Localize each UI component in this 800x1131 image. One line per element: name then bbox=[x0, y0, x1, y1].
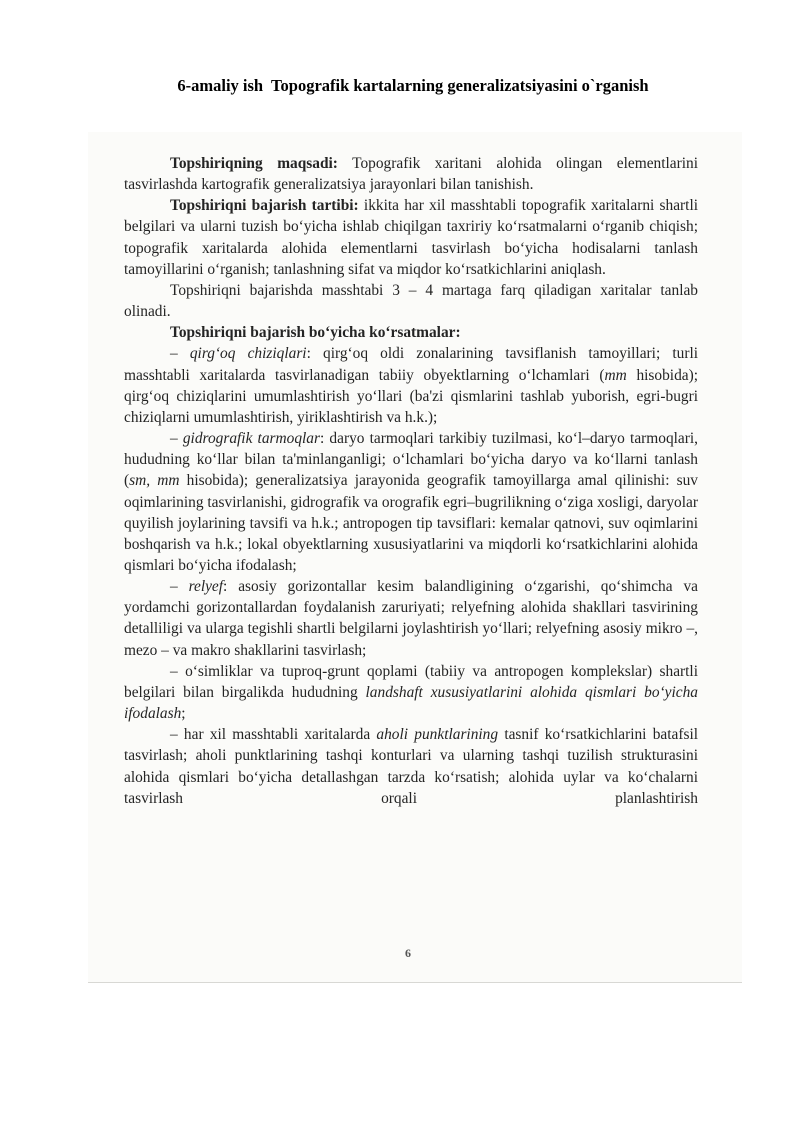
paragraph-maqsad bbox=[124, 153, 698, 195]
maqsad-text: Topografik xaritani alohida olingan elementlarini tasvirlashda kartografik generalizatsiya jarayonlari bilan tanishish. bbox=[124, 155, 698, 194]
gidro-text-a: : daryo tarmoqlari tarkibiy tuzilmasi, ko‘l–daryo tarmoqlari, hududning ko‘llar bilan ta'minlanganligi; o‘lchamlari bo‘yicha daryo va ko‘llarni tanlash ( bbox=[124, 430, 698, 490]
document-body bbox=[124, 153, 698, 809]
relyef-label: relyef bbox=[188, 578, 224, 596]
paragraph-tanlab: Topshiriqni bajarishda masshtabi 3 – 4 martaga farq qiladigan xaritalar tanlab olinadi. bbox=[124, 281, 698, 321]
qirgoq-text-b: hisobida); qirg‘oq chiziqlarini umumlashtirish yo‘llari (ba'zi qismlarini tashlab yuborish, egri-bugri chiziqlarni umumlashtirish, yiriklashtirish va h.k.); bbox=[124, 366, 698, 426]
maqsad-label: Topshiriqning maqsadi: bbox=[170, 155, 338, 172]
dash: – bbox=[170, 430, 183, 448]
paragraph-tartib bbox=[124, 195, 698, 280]
qirgoq-text-a: : qirg‘oq oldi zonalarining tavsiflanish tamoyillari; turli masshtabli xaritalarda tasvirlanadigan tabiiy obyektlarning o‘lchamlari ( bbox=[124, 345, 699, 384]
list-item-relyef bbox=[124, 576, 698, 661]
gidro-unit: sm, mm bbox=[129, 472, 180, 490]
dash: – bbox=[170, 578, 189, 596]
aholi-italic: aholi punktlarining bbox=[376, 726, 499, 744]
aholi-text-b: tasnif ko‘rsatkichlarini batafsil tasvirlash; aholi punktlarining tashqi konturlari va ularning tashqi tuzilish strukturasini alohida qismlari bo‘yicha detallashgan tarzda ko‘rsatish; alohida uylar va ko‘chalarni tasvirlash orqali planlashtirish bbox=[124, 726, 698, 807]
osimlik-italic: landshaft xususiyatlarini alohida qismlari bo‘yicha ifodalash bbox=[124, 683, 699, 723]
osimlik-text: – o‘simliklar va tuproq-grunt qoplami (tabiiy va antropogen komplekslar) shartli belgilari bilan birgalikda hududning bbox=[124, 662, 698, 701]
list-item-osimlik bbox=[124, 661, 698, 724]
gidro-text-b: hisobida); generalizatsiya jarayonida geografik tamoyillarga amal qilinishi: suv oqimlarining tasvirlanishi, gidrografik va orografik egri–bugrilikning o‘ziga xosligi, daryolar quyilish joylarining tavsifi va h.k.; antropogen tip tavsiflari: kemalar qatnovi, suv oqimlarini boshqarish va h.k.; lokal obyektlarning xususiyatlarini va miqdorli ko‘rsatkichlarini alohida qismlari bo‘yicha ifodalash; bbox=[124, 472, 699, 574]
page-title: 6-amaliy ish Topografik kartalarning generalizatsiyasini o`rganish bbox=[177, 76, 649, 95]
gidro-label: gidrografik tarmoqlar bbox=[182, 430, 320, 448]
qirgoq-unit: mm bbox=[604, 366, 627, 384]
tartib-label: Topshiriqni bajarish tartibi: bbox=[170, 197, 359, 215]
dash: – bbox=[170, 345, 190, 363]
list-item-qirgoq bbox=[124, 343, 698, 428]
aholi-text-a: – har xil masshtabli xaritalarda bbox=[170, 726, 377, 744]
relyef-text: : asosiy gorizontallar kesim balandligining o‘zgarishi, qo‘shimcha va yordamchi gorizontallardan foydalanish zaruriyati; relyefning alohida shakllari tasvirining detalliligi va ularga tegishli shartli belgilarni joylashtirish yo‘llari; relyefning asosiy mikro –, mezo – va makro shakllarini tasvirlash; bbox=[124, 578, 698, 659]
page-number: 6 bbox=[405, 946, 411, 960]
tartib-text: ikkita har xil masshtabli topografik xaritalarni shartli belgilari va ularni tuzish bo‘yicha ishlab chiqilgan taxririy ko‘rsatmalarni o‘rganib chiqish; topografik xaritalarda alohida elementlarni tasvirlash bo‘yicha hodisalarni tanlash tamoyillarini o‘rganish; tanlashning sifat va miqdor ko‘rsatkichlarini aniqlash. bbox=[124, 197, 699, 278]
osimlik-end: ; bbox=[181, 705, 186, 723]
list-item-gidro bbox=[124, 428, 698, 576]
qirgoq-label: qirg‘oq chiziqlari bbox=[189, 345, 307, 363]
list-item-aholi bbox=[124, 724, 698, 809]
section-heading: Topshiriqni bajarish bo‘yicha ko‘rsatmalar: bbox=[170, 324, 461, 342]
